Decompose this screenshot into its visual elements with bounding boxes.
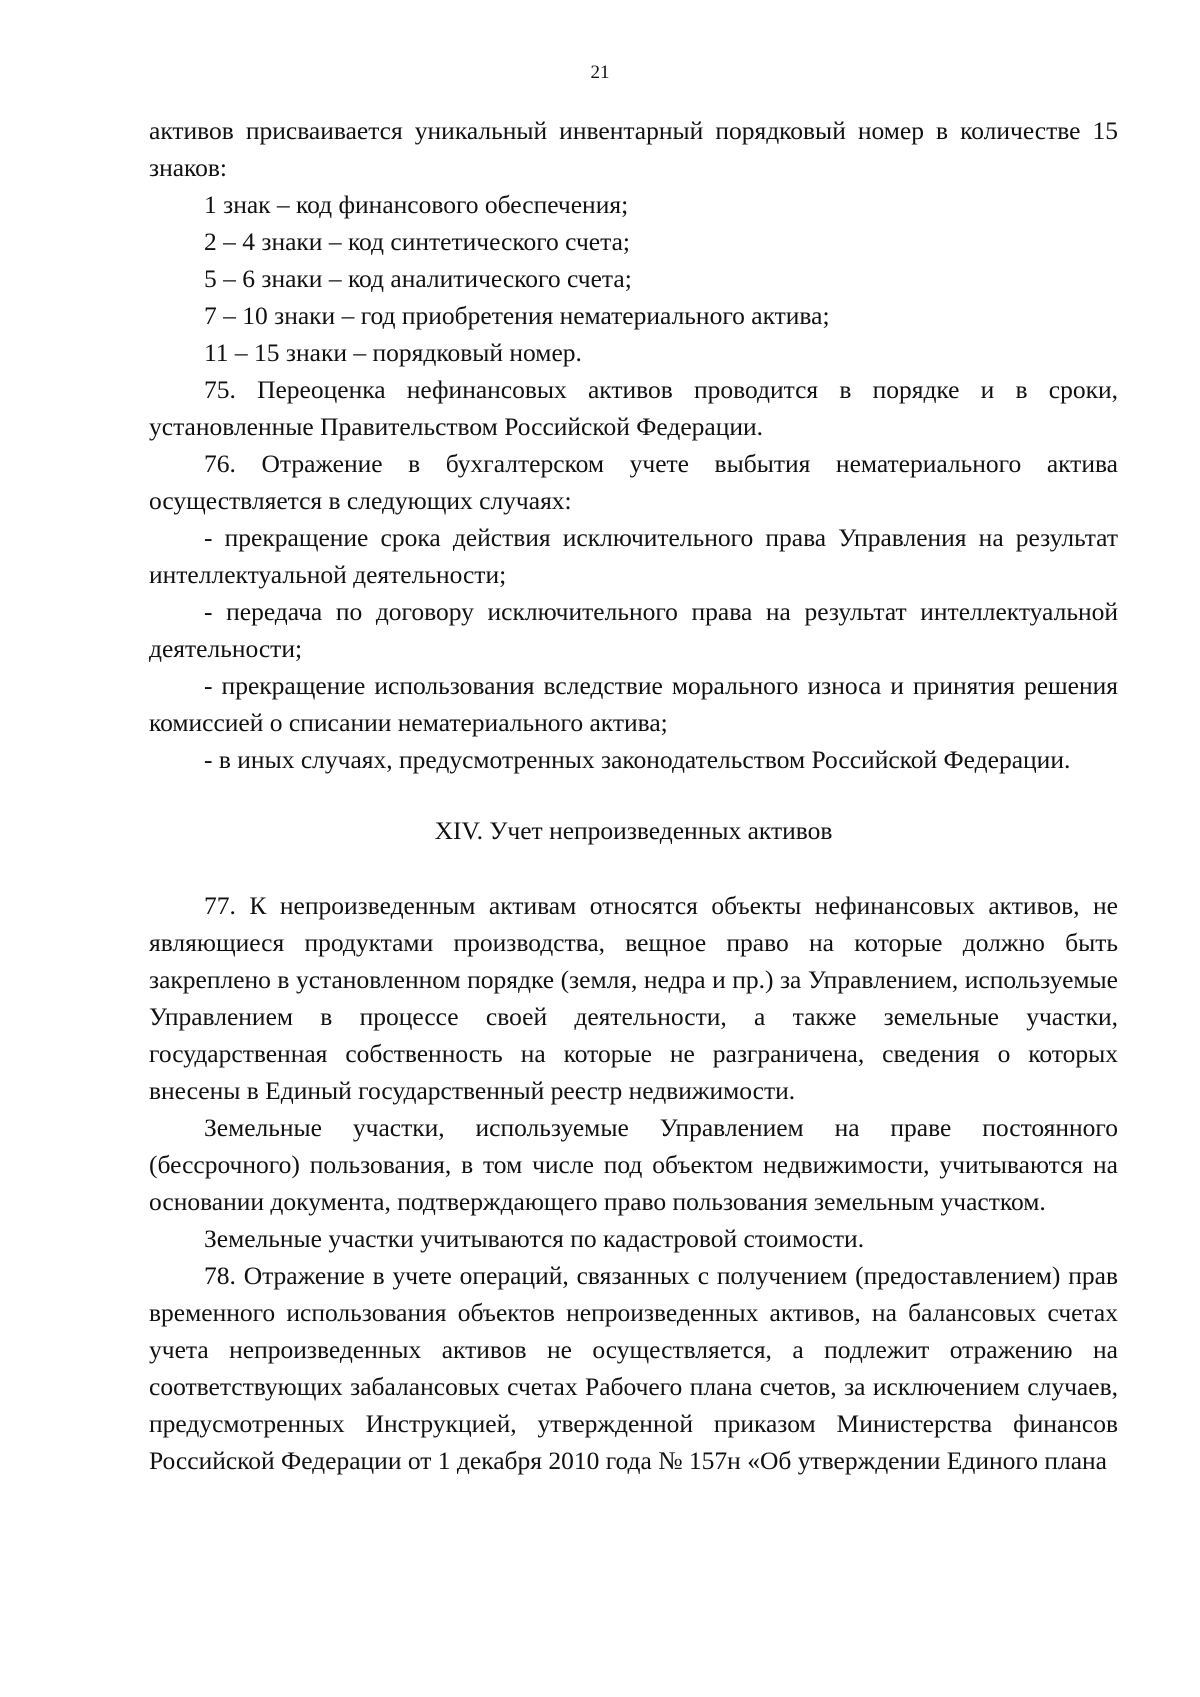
paragraph-78: 78. Отражение в учете операций, связанных с получением (предоставлением) прав временного использования объектов непроизведенных активов, на балансовых счетах учета непроизведенных активов не осуществляется, а подлежит отражению на соответствующих забалансовых счетах Рабочего плана счетов, за исключением случаев, предусмотренных Инструкцией, утвержденной приказом Министерства финансов Российской Федерации от 1 декабря 2010 года № 157н «Об утверждении Единого плана bbox=[149, 1261, 1118, 1475]
code-item: 2 – 4 знаки – код синтетического счета; bbox=[204, 227, 630, 256]
code-item: 5 – 6 знаки – код аналитического счета; bbox=[204, 264, 632, 293]
paragraph-cadastral-value: Земельные участки учитываются по кадастровой стоимости. bbox=[204, 1224, 865, 1253]
case-item: - прекращение срока действия исключительного права Управления на результат интеллектуальной деятельности; bbox=[149, 523, 1118, 589]
paragraph-land-plots: Земельные участки, используемые Управлением на праве постоянного (бессрочного) пользования, в том числе под объектом недвижимости, учитываются на основании документа, подтверждающего право пользования земельным участком. bbox=[149, 1113, 1118, 1216]
page-number: 21 bbox=[590, 62, 610, 83]
section-heading: XIV. Учет непроизведенных активов bbox=[434, 816, 833, 845]
paragraph-76: 76. Отражение в бухгалтерском учете выбытия нематериального актива осуществляется в следующих случаях: bbox=[149, 449, 1118, 515]
paragraph-77: 77. К непроизведенным активам относятся объекты нефинансовых активов, не являющиеся продуктами производства, вещное право на которые должно быть закреплено в установленном порядке (земля, недра и пр.) за Управлением, используемые Управлением в процессе своей деятельности, а также земельные участки, государственная собственность на которые не разграничена, сведения о которых внесены в Единый государственный реестр недвижимости. bbox=[149, 891, 1118, 1105]
code-item: 11 – 15 знаки – порядковый номер. bbox=[204, 338, 582, 367]
paragraph-intro: активов присваивается уникальный инвентарный порядковый номер в количестве 15 знаков: bbox=[149, 116, 1118, 182]
code-item: 7 – 10 знаки – год приобретения нематериального актива; bbox=[204, 301, 830, 330]
code-item: 1 знак – код финансового обеспечения; bbox=[204, 190, 629, 219]
case-item: - передача по договору исключительного права на результат интеллектуальной деятельности; bbox=[149, 597, 1118, 663]
case-item: - в иных случаях, предусмотренных законодательством Российской Федерации. bbox=[204, 745, 1071, 774]
document-body bbox=[149, 112, 1118, 1479]
paragraph-75: 75. Переоценка нефинансовых активов проводится в порядке и в сроки, установленные Правительством Российской Федерации. bbox=[149, 375, 1118, 441]
case-item: - прекращение использования вследствие морального износа и принятия решения комиссией о списании нематериального актива; bbox=[149, 671, 1118, 737]
